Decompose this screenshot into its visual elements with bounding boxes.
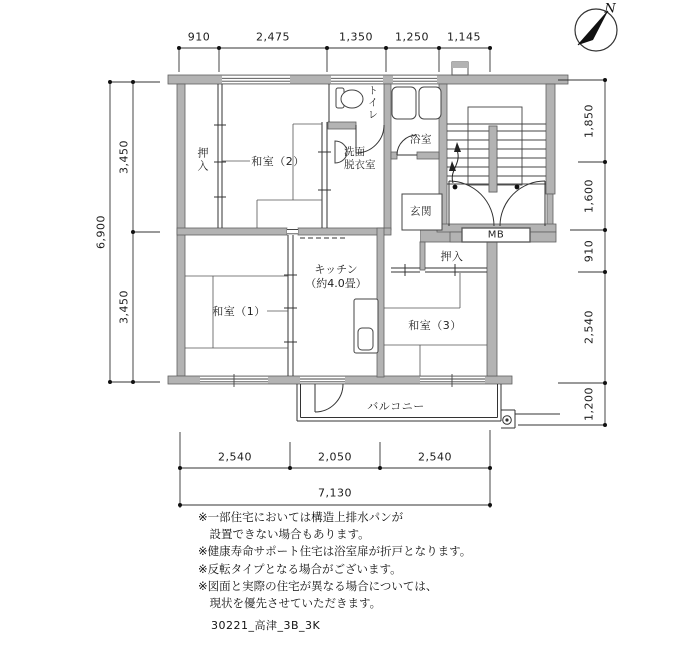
dim-left-seg-0: 3,450 <box>117 140 131 174</box>
dim-left-seg-1: 3,450 <box>117 290 131 324</box>
dim-right-0: 1,850 <box>582 104 596 138</box>
balcony-railing <box>297 384 560 428</box>
footnote-line: 現状を優先させていただきます。 <box>198 596 382 611</box>
room-label-washroom-line2: 脱衣室 <box>344 159 376 171</box>
bathtub-left <box>392 87 416 119</box>
staircase <box>447 107 546 192</box>
room-label-balcony: バルコニー <box>367 400 425 413</box>
room-label-washroom <box>344 146 376 172</box>
balcony-door <box>315 384 343 412</box>
dim-top-1: 2,475 <box>256 30 290 44</box>
toilet-bowl-icon <box>341 90 363 108</box>
wall-closet-right-left <box>420 242 425 270</box>
room-label-closet-top: 押入 <box>196 147 209 173</box>
window-top-1 <box>222 76 290 83</box>
dim-bottom-1: 2,050 <box>318 450 352 464</box>
wall-toilet-bottom <box>328 122 356 129</box>
dim-bottom-0: 2,540 <box>218 450 252 464</box>
room-label-kitchen <box>305 263 367 291</box>
room-label-washitsu1: 和室（1） <box>212 305 266 318</box>
dim-top-3: 1,250 <box>395 30 429 44</box>
balcony-drain-center <box>505 418 508 421</box>
wall-unit-right-lower <box>487 242 497 376</box>
dim-right-1: 1,600 <box>582 179 596 213</box>
dim-right-2: 910 <box>582 239 596 263</box>
fusuma-closet-top <box>214 84 226 228</box>
room-label-closet-right: 押入 <box>440 250 464 263</box>
fusuma-kitchen-washitsu1 <box>284 235 297 376</box>
fusuma-washitsu2-east <box>318 122 331 228</box>
stair-arrowhead-top <box>454 142 461 152</box>
dim-top-2: 1,350 <box>339 30 373 44</box>
wall-right-outer <box>546 84 555 194</box>
stair-post-right <box>515 185 520 190</box>
room-label-genkan: 玄関 <box>410 205 432 218</box>
kitchen-sink-basin <box>358 328 373 350</box>
stair-center-rail <box>489 126 497 192</box>
footnote-line: ※図面と実際の住宅が異なる場合については、 <box>198 578 438 593</box>
room-label-meter-box: MB <box>487 229 505 241</box>
window-top-3 <box>393 76 437 83</box>
opening-below-genkan <box>402 231 420 242</box>
tatami-washitsu2 <box>222 124 322 228</box>
room-label-kitchen-line2: （約4.0畳） <box>305 277 367 290</box>
room-label-toilet: トイレ <box>365 85 377 121</box>
wall-mb-jog-right <box>530 232 556 242</box>
roof-vent-fill <box>452 62 468 68</box>
dim-bottom-2: 2,540 <box>418 450 452 464</box>
dim-top-0: 910 <box>187 30 211 44</box>
wall-bath-bottom-b <box>417 152 439 159</box>
stair-arrowhead-mid <box>449 161 456 171</box>
dim-top-line <box>179 48 490 72</box>
footnote-line: ※反転タイプとなる場合がございます。 <box>198 561 402 576</box>
dim-right-4: 1,200 <box>582 387 596 421</box>
dim-left-total: 6,900 <box>94 215 108 249</box>
dim-top-4: 1,145 <box>447 30 481 44</box>
wall-mb-jog-left <box>450 232 462 242</box>
room-label-washitsu2: 和室（2） <box>251 155 305 168</box>
bathtub-right <box>419 87 441 119</box>
entrance-door-right <box>500 181 545 226</box>
fusuma-closet-right <box>425 264 487 276</box>
room-label-washroom-line1: 洗面 <box>344 146 365 158</box>
footnote-line: ※一部住宅においては構造上排水パンが <box>198 510 404 524</box>
wall-mid-a <box>177 228 287 235</box>
window-top-2 <box>331 76 383 83</box>
compass-north-label: N <box>604 1 616 17</box>
fusuma-hall-washitsu3 <box>391 264 420 276</box>
wall-hall-right <box>547 194 553 225</box>
dim-bottom-total: 7,130 <box>318 486 352 500</box>
room-label-washitsu3: 和室（3） <box>408 319 462 332</box>
wall-bath-bottom-a <box>391 152 397 159</box>
room-label-bath: 浴室 <box>410 133 432 146</box>
plan-id: 30221_高津_3B_3K <box>211 619 321 632</box>
footnote-line: ※健康寿命サポート住宅は浴室扉が折戸となります。 <box>198 544 472 559</box>
stair-post-left <box>453 185 458 190</box>
wall-washroom-right <box>384 84 391 230</box>
room-label-kitchen-line1: キッチン <box>314 263 358 276</box>
dim-right-3: 2,540 <box>582 310 596 344</box>
footnote-line: 設置できない場合もあります。 <box>198 527 370 542</box>
footnotes <box>198 509 471 612</box>
